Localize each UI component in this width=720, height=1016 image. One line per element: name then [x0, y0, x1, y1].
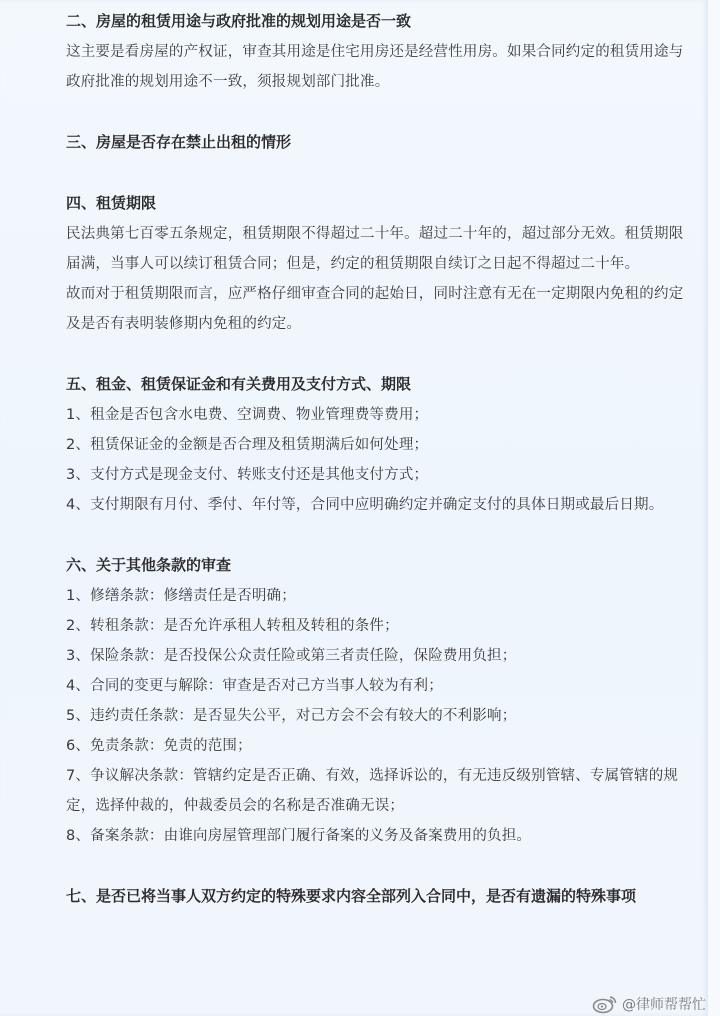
list-item: 4、合同的变更与解除：审查是否对己方当事人较为有利； [66, 678, 443, 694]
section-7 [66, 881, 694, 912]
section-6 [66, 550, 694, 851]
section-heading: 五、租金、租赁保证金和有关费用及支付方式、期限 [66, 375, 412, 393]
list-item: 1、租金是否包含水电费、空调费、物业管理费等费用； [66, 407, 429, 423]
list-item: 3、支付方式是现金支付、转账支付还是其他支付方式； [66, 467, 429, 483]
watermark-text: @律师帮帮忙 [622, 997, 706, 1013]
list-item: 5、违约责任条款：是否显失公平，对己方会不会有较大的不利影响； [66, 708, 517, 724]
list-item: 6、免责条款：免责的范围； [66, 738, 252, 754]
section-heading: 七、是否已将当事人双方约定的特殊要求内容全部列入合同中，是否有遗漏的特殊事项 [66, 887, 637, 905]
weibo-icon [592, 994, 618, 1014]
section-paragraph: 这主要是看房屋的产权证，审查其用途是住宅用房还是经营性用房。如果合同约定的租赁用途与政府批准的规划用途不一致，须报规划部门批准。 [66, 44, 684, 90]
list-item: 1、修缮条款：修缮责任是否明确； [66, 588, 296, 604]
list-item: 8、备案条款：由谁向房屋管理部门履行备案的义务及备案费用的负担。 [66, 828, 532, 844]
section-paragraph: 民法典第七百零五条规定，租赁期限不得超过二十年。超过二十年的，超过部分无效。租赁期限届满，当事人可以续订租赁合同；但是，约定的租赁期限自续订之日起不得超过二十年。 [66, 226, 684, 272]
document-content [66, 6, 694, 912]
list-item: 2、租赁保证金的金额是否合理及租赁期满后如何处理； [66, 437, 429, 453]
section-4 [66, 188, 694, 339]
page-rail [708, 0, 720, 1016]
section-heading: 三、房屋是否存在禁止出租的情形 [66, 133, 292, 151]
section-heading: 二、房屋的租赁用途与政府批准的规划用途是否一致 [66, 12, 412, 30]
list-item: 4、支付期限有月付、季付、年付等，合同中应明确约定并确定支付的具体日期或最后日期。 [66, 497, 664, 513]
section-heading: 四、租赁期限 [66, 194, 157, 212]
list-item: 7、争议解决条款：管辖约定是否正确、有效，选择诉讼的，有无违反级别管辖、专属管辖的规定，选择仲裁的，仲裁委员会的名称是否准确无误； [66, 768, 679, 814]
list-item: 3、保险条款：是否投保公众责任险或第三者责任险，保险费用负担； [66, 648, 517, 664]
list-item: 2、转租条款：是否允许承租人转租及转租的条件； [66, 618, 399, 634]
section-heading: 六、关于其他条款的审查 [66, 556, 232, 574]
section-2 [66, 6, 694, 97]
section-3 [66, 127, 694, 158]
section-5 [66, 369, 694, 520]
watermark [592, 994, 706, 1014]
section-paragraph: 故而对于租赁期限而言，应严格仔细审查合同的起始日，同时注意有无在一定期限内免租的约定及是否有表明装修期内免租的约定。 [66, 286, 684, 332]
